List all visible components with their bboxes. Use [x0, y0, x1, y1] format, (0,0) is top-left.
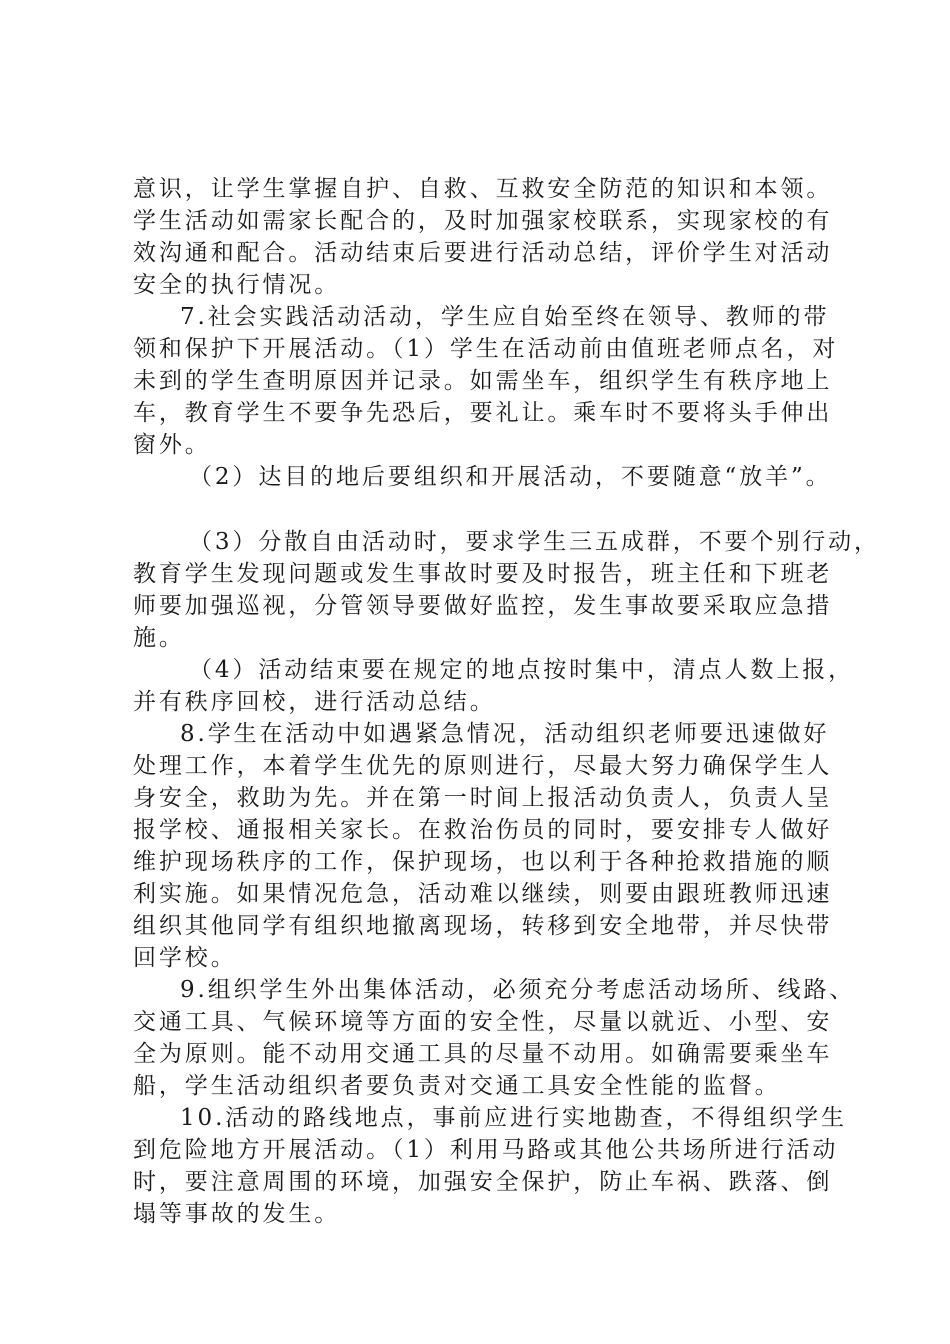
text-line: 未到的学生查明原因并记录。如需坐车，组织学生有秩序地上 [133, 368, 833, 394]
text-line: 全为原则。能不动用交通工具的尽量不动用。如确需要乘坐车 [133, 1041, 833, 1067]
body-text [133, 173, 880, 1230]
text-line: 船，学生活动组织者要负责对交通工具安全性能的监督。 [133, 1073, 781, 1099]
text-line: 身安全，救助为先。并在第一时间上报活动负责人，负责人呈 [133, 785, 833, 811]
text-line: 组织其他同学有组织地撤离现场，转移到安全地带，并尽快带 [133, 913, 833, 939]
text-line: 领和保护下开展活动。（1）学生在活动前由值班老师点名，对 [133, 336, 839, 362]
text-line: 教育学生发现问题或发生事故时要及时报告，班主任和下班老 [133, 561, 833, 587]
blank-line [133, 493, 833, 526]
text-line: 施。 [133, 625, 185, 651]
text-line: 利实施。如果情况危急，活动难以继续，则要由跟班教师迅速 [133, 881, 833, 907]
text-line: 窗外。 [133, 432, 211, 458]
item-4-start: （4）活动结束要在规定的地点按时集中，清点人数上报， [189, 657, 855, 683]
text-line: 回学校。 [133, 945, 237, 971]
text-line: 报学校、通报相关家长。在救治伤员的同时，要安排专人做好 [133, 817, 833, 843]
item-2: （2）达目的地后要组织和开展活动，不要随意“放羊”。 [189, 464, 832, 490]
text-line: 意识，让学生掌握自护、自救、互救安全防范的知识和本领。 [133, 176, 833, 202]
text-line: 时，要注意周围的环境，加强安全保护，防止车祸、跌落、倒 [133, 1169, 833, 1195]
text-line: 交通工具、气候环境等方面的安全性，尽量以就近、小型、安 [133, 1009, 833, 1035]
paragraph-9-start: 9.组织学生外出集体活动，必须充分考虑活动场所、线路、 [180, 977, 856, 1003]
text-line: 学生活动如需家长配合的，及时加强家校联系，实现家校的有 [133, 208, 833, 234]
paragraph-10-start: 10.活动的路线地点，事前应进行实地勘查，不得组织学生 [180, 1105, 847, 1131]
text-line: 处理工作，本着学生优先的原则进行，尽最大努力确保学生人 [133, 753, 833, 779]
text-line: 塌等事故的发生。 [133, 1201, 341, 1227]
text-line: 安全的执行情况。 [133, 272, 341, 298]
text-line: 到危险地方开展活动。（1）利用马路或其他公共场所进行活动 [133, 1137, 839, 1163]
text-line: 维护现场秩序的工作，保护现场，也以利于各种抢救措施的顺 [133, 849, 833, 875]
text-line: 车，教育学生不要争先恐后，要礼让。乘车时不要将头手伸出 [133, 400, 833, 426]
paragraph-7-start: 7.社会实践活动活动，学生应自始至终在领导、教师的带 [180, 304, 830, 330]
text-line: 效沟通和配合。活动结束后要进行活动总结，评价学生对活动 [133, 240, 833, 266]
text-line: 师要加强巡视，分管领导要做好监控，发生事故要采取应急措 [133, 593, 833, 619]
item-3-start: （3）分散自由活动时，要求学生三五成群，不要个别行动， [189, 529, 880, 555]
paragraph-8-start: 8.学生在活动中如遇紧急情况，活动组织老师要迅速做好 [180, 721, 830, 747]
text-line: 并有秩序回校，进行活动总结。 [133, 689, 496, 715]
